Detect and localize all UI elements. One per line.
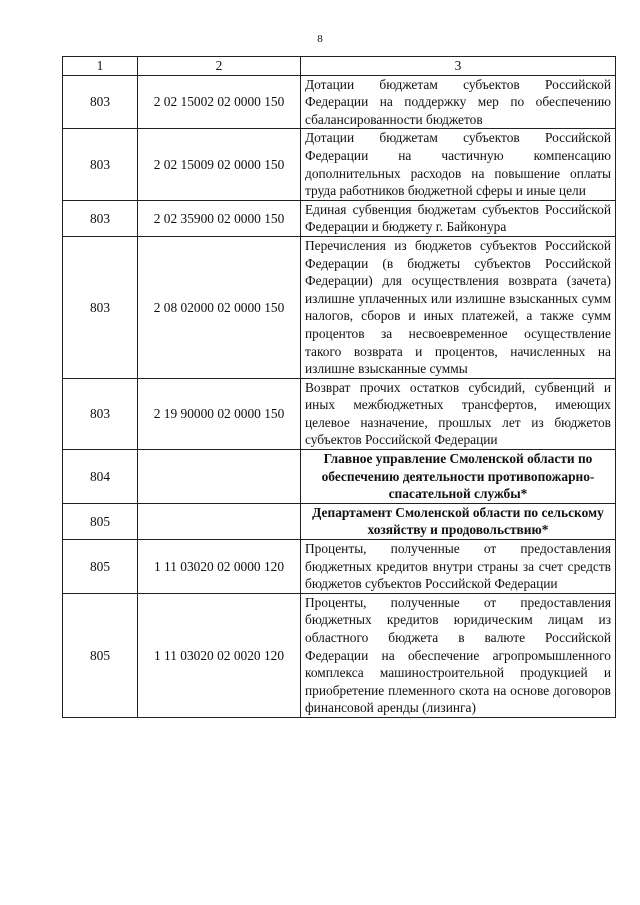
table-row xyxy=(63,129,616,200)
revenue-code-cell xyxy=(138,450,301,504)
revenue-code-cell: 2 08 02000 02 0000 150 xyxy=(138,236,301,378)
revenue-code-cell: 1 11 03020 02 0020 120 xyxy=(138,593,301,717)
header-col-1: 1 xyxy=(63,57,138,76)
table-header-row xyxy=(63,57,616,76)
department-name-cell: Главное управление Смоленской области по обеспечению деятельности противопожарно-спасательной службы* xyxy=(301,450,616,504)
revenue-code-cell xyxy=(138,503,301,539)
revenue-code-cell: 2 19 90000 02 0000 150 xyxy=(138,378,301,449)
admin-code-cell: 803 xyxy=(63,200,138,236)
admin-code-cell: 803 xyxy=(63,75,138,129)
revenue-name-cell: Дотации бюджетам субъектов Российской Федерации на частичную компенсацию дополнительных расходов на повышение оплаты труда работников бюджетной сферы и иные цели xyxy=(301,129,616,200)
table-row xyxy=(63,236,616,378)
admin-code-cell: 803 xyxy=(63,236,138,378)
revenue-code-cell: 1 11 03020 02 0000 120 xyxy=(138,540,301,594)
table-row xyxy=(63,75,616,129)
revenue-name-cell: Единая субвенция бюджетам субъектов Российской Федерации и бюджету г. Байконура xyxy=(301,200,616,236)
admin-code-cell: 805 xyxy=(63,593,138,717)
department-name-cell: Департамент Смоленской области по сельскому хозяйству и продовольствию* xyxy=(301,503,616,539)
revenue-name-cell: Возврат прочих остатков субсидий, субвенций и иных межбюджетных трансфертов, имеющих целевое назначение, прошлых лет из бюджетов субъектов Российской Федерации xyxy=(301,378,616,449)
table-row-department xyxy=(63,503,616,539)
table-row xyxy=(63,593,616,717)
table-row-department xyxy=(63,450,616,504)
revenue-codes-table xyxy=(62,56,616,718)
table-row xyxy=(63,540,616,594)
admin-code-cell: 805 xyxy=(63,540,138,594)
revenue-code-cell: 2 02 15009 02 0000 150 xyxy=(138,129,301,200)
revenue-name-cell: Проценты, полученные от предоставления бюджетных кредитов юридическим лицам из областного бюджета в валюте Российской Федерации на обеспечение агропромышленного комплекса машиностроительной продукцией и приобретение племенного скота на основе договоров финансовой аренды (лизинга) xyxy=(301,593,616,717)
admin-code-cell: 804 xyxy=(63,450,138,504)
admin-code-cell: 803 xyxy=(63,378,138,449)
admin-code-cell: 803 xyxy=(63,129,138,200)
revenue-code-cell: 2 02 15002 02 0000 150 xyxy=(138,75,301,129)
admin-code-cell: 805 xyxy=(63,503,138,539)
revenue-name-cell: Перечисления из бюджетов субъектов Российской Федерации (в бюджеты субъектов Российской Федерации) для осуществления возврата (зачета) излишне уплаченных или излишне взысканных сумм налогов, сборов и иных платежей, а также сумм процентов за несвоевременное осуществление такого возврата и процентов, начисленных на излишне взысканные суммы xyxy=(301,236,616,378)
revenue-code-cell: 2 02 35900 02 0000 150 xyxy=(138,200,301,236)
revenue-name-cell: Проценты, полученные от предоставления бюджетных кредитов внутри страны за счет средств бюджетов субъектов Российской Федерации xyxy=(301,540,616,594)
table-row xyxy=(63,378,616,449)
page-number: 8 xyxy=(317,33,323,45)
header-col-2: 2 xyxy=(138,57,301,76)
header-col-3: 3 xyxy=(301,57,616,76)
table-row xyxy=(63,200,616,236)
revenue-name-cell: Дотации бюджетам субъектов Российской Федерации на поддержку мер по обеспечению сбалансированности бюджетов xyxy=(301,75,616,129)
